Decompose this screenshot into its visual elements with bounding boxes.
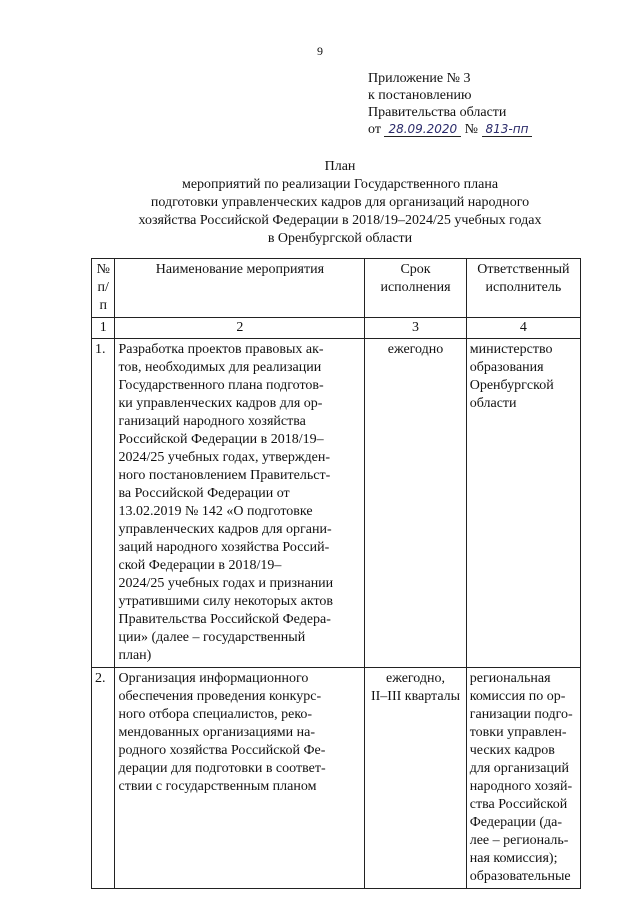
appendix-block bbox=[368, 70, 532, 138]
appendix-date-number bbox=[368, 121, 532, 138]
title-line-4: хозяйства Российской Федерации в 2018/19–2024/25 учебных годах bbox=[138, 213, 542, 228]
title-line-5: в Оренбургской области bbox=[267, 231, 413, 246]
table-header-row bbox=[92, 259, 581, 318]
row-responsible: министерство образования Оренбургской области bbox=[466, 339, 580, 668]
header-name: Наименование мероприятия bbox=[115, 259, 365, 318]
handwritten-date: 28.09.2020 bbox=[384, 122, 461, 137]
plan-table bbox=[91, 258, 581, 889]
row-num: 1. bbox=[92, 339, 115, 668]
header-num: № п/п bbox=[92, 259, 115, 318]
page-number: 9 bbox=[317, 44, 323, 58]
row-term: ежегодно bbox=[365, 339, 466, 668]
row-name: Организация информационного обеспечения проведения конкурс- ного отбора специалистов, реко- мендованных организациями на- родного хозяйства Российской Фе- дерации для подготовки в соответ- ствии с государственным планом bbox=[115, 668, 365, 889]
appendix-line-2: к постановлению bbox=[368, 88, 472, 103]
handwritten-number: 813-пп bbox=[482, 122, 533, 137]
column-number-row bbox=[92, 318, 581, 339]
title-line-2: мероприятий по реализации Государственного плана bbox=[181, 177, 499, 192]
title-line-1: План bbox=[324, 159, 356, 174]
appendix-line-3: Правительства области bbox=[368, 105, 507, 120]
header-responsible: Ответственный исполнитель bbox=[466, 259, 580, 318]
column-number: 3 bbox=[365, 318, 466, 339]
date-prefix: от bbox=[368, 122, 381, 137]
appendix-line-1: Приложение № 3 bbox=[368, 71, 471, 86]
table-row bbox=[92, 668, 581, 889]
number-prefix: № bbox=[464, 122, 479, 137]
header-term: Срок исполнения bbox=[365, 259, 466, 318]
row-name: Разработка проектов правовых ак- тов, необходимых для реализации Государственного плана подготов- ки управленческих кадров для ор- ганизаций народного хозяйства Российской Федерации в 2018/19– 2024/25 учебных годах, утвержден- ного постановлением Правительст- ва Российской Федерации от 13.02.2019 № 142 «О подготовке управленческих кадров для органи- заций народного хозяйства Россий- ской Федерации в 2018/19– 2024/25 учебных годах и признании утратившими силу некоторых актов Правительства Российской Федера- ции» (далее – государственный план) bbox=[115, 339, 365, 668]
row-term: ежегодно, II–III кварталы bbox=[365, 668, 466, 889]
column-number: 1 bbox=[92, 318, 115, 339]
row-responsible: региональная комиссия по ор- ганизации подго- товки управлен- ческих кадров для организаций народного хозяй- ства Российской Федерации (да- лее – региональ- ная комиссия); образовательные bbox=[466, 668, 580, 889]
table-row bbox=[92, 339, 581, 668]
column-number: 4 bbox=[466, 318, 580, 339]
title-line-3: подготовки управленческих кадров для организаций народного bbox=[150, 195, 530, 210]
column-number: 2 bbox=[115, 318, 365, 339]
plan-title bbox=[90, 158, 590, 248]
row-num: 2. bbox=[92, 668, 115, 889]
